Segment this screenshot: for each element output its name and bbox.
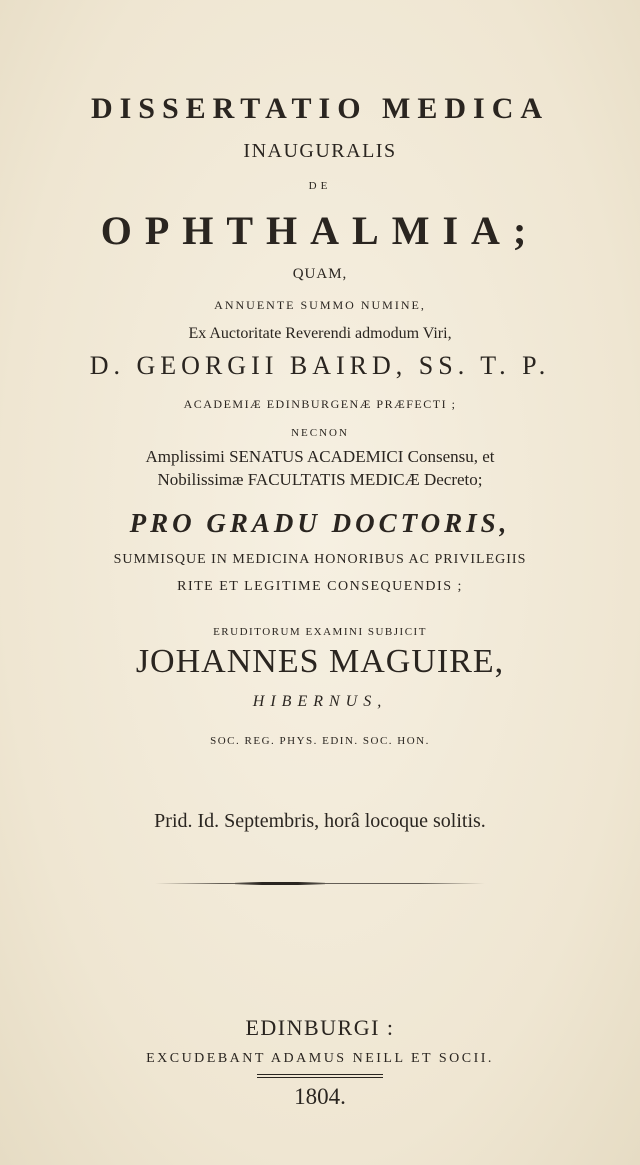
text-summisque: SUMMISQUE IN MEDICINA HONORIBUS AC PRIVILEGIIS — [113, 552, 527, 567]
text-necnon: NECNON — [291, 427, 349, 439]
imprint-printer: EXCUDEBANT ADAMUS NEILL ET SOCII. — [146, 1051, 494, 1066]
text-nobilissimae-facultatis: Nobilissimæ FACULTATIS MEDICÆ Decreto; — [157, 470, 483, 489]
text-academiae-praefecti: ACADEMIÆ EDINBURGENÆ PRÆFECTI ; — [183, 397, 457, 411]
text-date-prid: Prid. Id. Septembris, horâ locoque solitis. — [154, 810, 486, 832]
imprint-city: EDINBURGI : — [245, 1015, 395, 1040]
imprint-year: 1804. — [294, 1084, 346, 1109]
title-dissertatio-medica: DISSERTATIO MEDICA — [90, 92, 550, 125]
author-origin: HIBERNUS, — [252, 693, 388, 710]
divider-double-top — [257, 1074, 383, 1075]
text-georgii-baird: D. GEORGII BAIRD, SS. T. P. — [89, 351, 551, 380]
text-eruditorum-examini: ERUDITORUM EXAMINI SUBJICIT — [213, 626, 427, 638]
author-society: SOC. REG. PHYS. EDIN. SOC. HON. — [210, 735, 430, 747]
text-pro-gradu-doctoris: PRO GRADU DOCTORIS, — [129, 508, 511, 538]
text-annuente: ANNUENTE SUMMO NUMINE, — [214, 298, 426, 312]
title-de: DE — [308, 180, 332, 192]
text-ex-auctoritate: Ex Auctoritate Reverendi admodum Viri, — [188, 325, 452, 342]
text-rite-et-legitime: RITE ET LEGITIME CONSEQUENDIS ; — [177, 579, 463, 594]
title-ophthalmia: OPHTHALMIA; — [100, 208, 540, 253]
divider-double-bottom — [257, 1077, 383, 1078]
text-quam: QUAM, — [292, 266, 348, 282]
author-name: JOHANNES MAGUIRE, — [135, 643, 505, 680]
text-amplissimi-senatus: Amplissimi SENATUS ACADEMICI Consensu, et — [145, 447, 495, 466]
title-inauguralis: INAUGURALIS — [243, 140, 397, 162]
divider-rule-thick — [235, 882, 325, 885]
